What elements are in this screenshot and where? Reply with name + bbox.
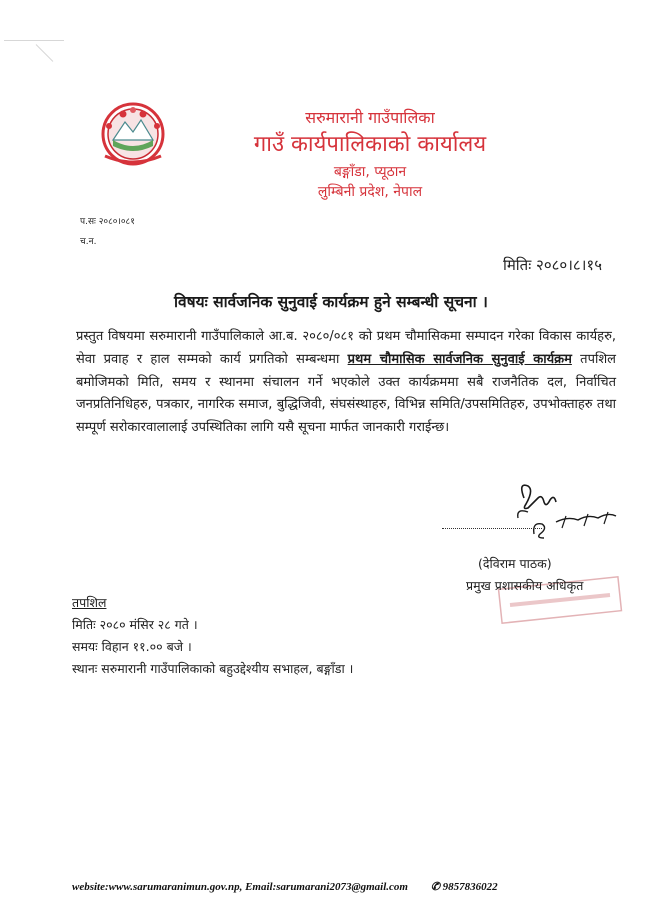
signatory-block xyxy=(466,553,638,597)
signatory-name: (देविराम पाठक) xyxy=(478,556,552,571)
notice-body xyxy=(76,326,616,440)
office-name: गाउँ कार्यपालिकाको कार्यालय xyxy=(253,132,487,157)
notice-date: मितिः २०८०।८।१५ xyxy=(502,256,602,274)
footer-website-email: website:www.sarumaranimun.gov.np, Email:sarumarani2073@gmail.com xyxy=(72,881,408,893)
dispatch-number: च.न. xyxy=(80,237,97,247)
nepal-emblem-icon xyxy=(95,98,171,168)
scan-mark xyxy=(36,44,54,62)
event-time: समयः विहान ११.०० बजे । xyxy=(72,639,192,654)
details-heading: तपशिल xyxy=(72,595,107,610)
signatory-title: प्रमुख प्रशासकीय अधिकृत xyxy=(466,578,584,593)
office-location: बङ्गाँडा, प्यूठान xyxy=(333,164,407,180)
letterhead xyxy=(190,108,550,202)
footer-contact xyxy=(72,880,632,893)
phone-icon: ✆ xyxy=(430,881,440,893)
event-details xyxy=(72,592,353,680)
signature-line xyxy=(442,528,542,529)
handwritten-signature xyxy=(488,478,628,558)
province-country: लुम्बिनी प्रदेश, नेपाल xyxy=(317,184,423,200)
footer-phone: 9857836022 xyxy=(442,881,498,893)
event-venue: स्थानः सरुमारानी गाउँपालिकाको बहुउद्देश्यीय सभाहल, बङ्गाँडा । xyxy=(72,661,354,676)
body-text-part1: प्रस्तुत विषयमा सरुमारानी गाउँपालिकाले आ.ब. २०८०/०८१ को प्रथम चौमासिकमा सम्पादन गरेका विकास कार्यहरु, सेवा प्रवाह र हाल सम्मको कार्य प्रगतिको सम्बन्धमा xyxy=(76,329,616,367)
scan-mark xyxy=(4,40,64,41)
municipality-name: सरुमारानी गाउँपालिका xyxy=(305,108,435,127)
event-date: मितिः २०८० मंसिर २८ गते । xyxy=(72,617,198,632)
body-text-part2: तपशिल बमोजिमको मिति, समय र स्थानमा संचालन गर्ने भएकोले उक्त कार्यक्रममा सबै राजनैतिक दल, निर्वाचित जनप्रतिनिधिहरु, पत्रकार, नागरिक समाज, बुद्धिजिवी, संघसंस्थाहरु, विभिन्न समिति/उपसमितिहरु, उपभोक्ताहरु तथा सम्पूर्ण सरोकारवालालाई उपस्थितिका लागि यसै सूचना मार्फत जानकारी गराईन्छ। xyxy=(76,351,616,436)
body-highlight: प्रथम चौमासिक सार्वजनिक सुनुवाई कार्यक्रम xyxy=(347,351,572,367)
reference-number: प.सः २०८०।०८१ xyxy=(80,217,135,227)
notice-subject: विषयः सार्वजनिक सुनुवाई कार्यक्रम हुने सम्बन्धी सूचना । xyxy=(174,293,488,311)
